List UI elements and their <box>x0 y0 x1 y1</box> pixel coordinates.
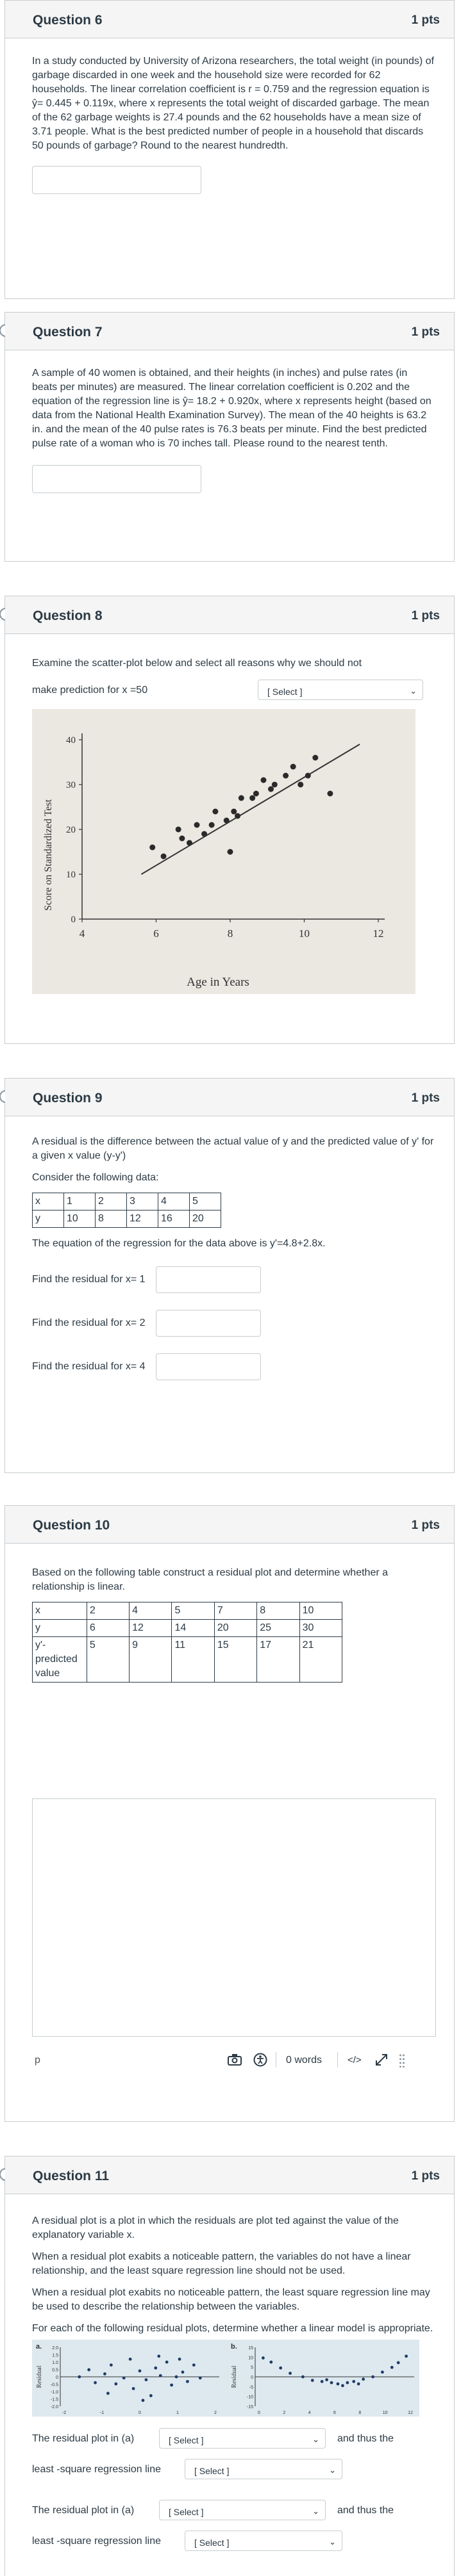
table-cell: 4 <box>130 1602 172 1620</box>
scatter-point <box>187 840 192 846</box>
table-cell: 6 <box>87 1620 129 1637</box>
question-text: make prediction for x =50 <box>32 685 148 696</box>
question-text: For each of the following residual plots, determine whether a linear model is appropriate. <box>32 2323 433 2334</box>
table-cell: 15 <box>214 1637 256 1683</box>
residual-plot-a-y-tick-label: -0.5 <box>50 2383 58 2388</box>
table-cell: 1 <box>64 1193 96 1211</box>
residual-plot-a-y-tick-label: -2.0 <box>50 2405 58 2409</box>
scatter-point <box>272 782 278 788</box>
residual-plot-a-point <box>199 2376 202 2379</box>
scatter-point <box>201 831 207 837</box>
residual-plot-a-y-tick-label: -1.0 <box>50 2390 58 2395</box>
scatter-point <box>290 764 296 770</box>
table-row <box>33 1193 221 1211</box>
table-cell: 5 <box>172 1602 214 1620</box>
residual-plot-b-point <box>289 2372 292 2375</box>
residual-plot-b-label: b. <box>231 2343 237 2351</box>
sentence-text: The residual plot in (a) <box>32 2505 135 2516</box>
sentence-text: least -square regression line <box>32 2464 161 2475</box>
question-text: A residual plot is a plot in which the residuals are plot ted against the value of the explanatory variable x. <box>32 2215 399 2240</box>
question-points: 1 pts <box>411 2169 440 2183</box>
select-label: [ Select ] <box>194 2466 230 2476</box>
scatter-point <box>327 791 333 797</box>
plot-a-pattern-select[interactable] <box>159 2428 326 2449</box>
residual-plot-b-y-tick-label: 5 <box>251 2365 253 2370</box>
question-6 <box>4 0 455 299</box>
residual-plot-b-x-tick-label: 8 <box>358 2411 362 2415</box>
question-header <box>5 1 454 38</box>
y-tick-label: 10 <box>66 870 76 880</box>
residual-plot-b-point <box>390 2366 394 2369</box>
question-body <box>32 656 435 994</box>
residual-plot-b-point <box>301 2376 305 2379</box>
residual-plot-b-x-tick-label: 12 <box>408 2411 413 2415</box>
residual-plot-b-point <box>371 2376 374 2379</box>
table-cell: 10 <box>64 1211 96 1228</box>
residual-plot-a-point <box>87 2368 90 2372</box>
residual-plot-b-point <box>381 2370 384 2374</box>
x-tick-label: 8 <box>227 927 233 940</box>
residual-plot-b-y-tick-label: -15 <box>246 2405 253 2409</box>
table-cell: 5 <box>190 1193 221 1211</box>
scatter-point <box>253 791 259 797</box>
scatter-point <box>212 809 218 815</box>
residual-plot-b-point <box>311 2379 314 2382</box>
residual-plot-a-y-tick-label: -1.5 <box>50 2397 58 2402</box>
table-cell: 11 <box>172 1637 214 1683</box>
question-title: Question 7 <box>33 325 103 339</box>
question-text: A residual is the difference between the actual value of y and the predicted value of y' for a given x value (y-y') <box>32 1136 434 1161</box>
scatter-point <box>149 845 155 851</box>
question-text: In a study conducted by University of Arizona researchers, the total weight (in pounds) of garbage discarded in one week and the household size were recorded for 62 households. The linear correlation coefficient is r = 0.759 and the regression equation is ŷ= 0.445 + 0.119x, where x represents the total weight of discarded garbage. The mean of the 62 garbage weights is 27.4 pounds and the 62 households have a mean size of 3.71 people. What is the best predicted number of people in a household that discards 50 pounds of garbage? Round to the nearest hundredth. <box>32 56 434 151</box>
residual-plot-a-y-tick-label: 2.0 <box>52 2346 58 2351</box>
chevron-down-icon: ⌄ <box>329 2465 336 2475</box>
question-7 <box>4 312 455 562</box>
select-label: [ Select ] <box>169 2435 204 2445</box>
question-body <box>32 54 435 194</box>
residual-plot-a-point <box>165 2361 169 2364</box>
residual-input-x1[interactable] <box>156 1266 261 1293</box>
y-tick-label: 40 <box>66 735 76 746</box>
table-cell: 2 <box>87 1602 129 1620</box>
table-row <box>33 1637 342 1683</box>
word-count: 0 words <box>286 2055 323 2066</box>
residual-plot-b-ylabel: Residual <box>231 2365 238 2388</box>
select-label: [ Select ] <box>267 687 303 697</box>
x-tick-label: 6 <box>153 927 159 940</box>
x-tick-label: 12 <box>373 927 384 940</box>
residual-plot-a-point <box>157 2354 160 2358</box>
table-cell: 8 <box>96 1211 127 1228</box>
residual-input-x4[interactable] <box>156 1353 261 1380</box>
scatter-point <box>268 787 274 792</box>
residual-plot-b-point <box>357 2383 360 2386</box>
scatter-point <box>235 813 240 819</box>
question-title: Question 10 <box>33 1518 110 1533</box>
residual-plot-b-point <box>330 2381 333 2384</box>
question-10 <box>4 1505 455 2122</box>
table-cell: x <box>33 1193 64 1211</box>
data-table <box>32 1602 342 1683</box>
residual-plot-b-point <box>362 2377 365 2381</box>
scatter-point <box>298 782 303 788</box>
regression-line <box>141 744 360 874</box>
scatter-xlabel: Age in Years <box>187 975 249 989</box>
residual-plot-a-x-tick-label: -1 <box>99 2411 105 2415</box>
scatter-point <box>161 854 167 860</box>
scatter-plot <box>32 709 415 994</box>
plot-b-pattern-select[interactable] <box>159 2500 326 2520</box>
residual-plot-a-point <box>129 2358 132 2361</box>
residual-plot-b-x-tick-label: 2 <box>283 2411 286 2415</box>
reason-select[interactable] <box>258 680 423 700</box>
question-body <box>32 2214 435 2556</box>
question-header <box>5 596 454 634</box>
residual-label: Find the residual for x= 1 <box>32 1274 146 1285</box>
question-title: Question 6 <box>33 13 103 28</box>
question-text: Examine the scatter-plot below and select all reasons why we should not <box>32 658 362 669</box>
rich-text-editor[interactable] <box>32 1798 436 2037</box>
question-body <box>32 366 435 493</box>
residual-plot-a-point <box>94 2381 97 2384</box>
question-header <box>5 313 454 350</box>
residual-plot-b-point <box>341 2384 344 2387</box>
question-header <box>5 1079 454 1116</box>
html-editor-toggle[interactable]: </> <box>348 2055 362 2066</box>
table-cell: 4 <box>158 1193 190 1211</box>
residual-plot-a-point <box>122 2376 126 2379</box>
question-11 <box>4 2156 455 2576</box>
table-cell: 8 <box>257 1602 299 1620</box>
sentence-text: and thus the <box>337 2433 394 2444</box>
scatter-point <box>239 795 244 801</box>
residual-plot-a-point <box>181 2370 185 2374</box>
table-cell: y <box>33 1211 64 1228</box>
residual-plot-a-x-tick-label: 1 <box>176 2411 179 2415</box>
residual-plot-b-point <box>352 2380 355 2383</box>
scatter-point <box>176 827 181 833</box>
table-cell: 12 <box>130 1620 172 1637</box>
residual-plot-a-x-tick-label: 2 <box>214 2411 217 2415</box>
residual-plot-b-point <box>325 2378 328 2381</box>
table-cell: 25 <box>257 1620 299 1637</box>
chevron-down-icon: ⌄ <box>410 686 417 696</box>
question-points: 1 pts <box>411 13 440 27</box>
sentence-text: and thus the <box>337 2505 394 2516</box>
divider <box>337 2052 338 2067</box>
residual-plot-b-y-tick-label: -10 <box>246 2395 253 2400</box>
question-points: 1 pts <box>411 1091 440 1105</box>
question-text: When a residual plot exabits no noticeable pattern, the least square regression line may be used to describe the relationship between the variables. <box>32 2287 430 2312</box>
residual-plot-b-x-tick-label: 6 <box>333 2411 336 2415</box>
table-cell: y'-predicted value <box>33 1637 87 1683</box>
question-points: 1 pts <box>411 325 440 339</box>
question-text: Consider the following data: <box>32 1172 159 1183</box>
scatter-point <box>224 818 230 824</box>
question-body <box>32 1135 435 1380</box>
x-tick-label: 4 <box>79 927 85 940</box>
plot-a-regression-select[interactable] <box>185 2459 342 2479</box>
table-cell: 17 <box>257 1637 299 1683</box>
table-cell: 20 <box>214 1620 256 1637</box>
table-cell: 12 <box>127 1211 158 1228</box>
residual-plot-a-x-tick-label: 0 <box>138 2411 141 2415</box>
residual-plot-b-y-tick-label: 0 <box>251 2376 253 2380</box>
residual-plot-b-point <box>269 2361 272 2364</box>
question-text: The equation of the regression for the data above is y'=4.8+2.8x. <box>32 1238 326 1249</box>
table-cell: 10 <box>299 1602 342 1620</box>
question-8 <box>4 596 455 1044</box>
residual-label: Find the residual for x= 2 <box>32 1317 146 1329</box>
scatter-point <box>283 773 289 779</box>
residual-plot-b-point <box>262 2356 265 2360</box>
residual-input-x2[interactable] <box>156 1310 261 1337</box>
question-text: Based on the following table construct a residual plot and determine whether a relationship is linear. <box>32 1567 389 1592</box>
editor-statusbar <box>32 2047 435 2074</box>
question-body <box>32 1566 435 1683</box>
table-cell: 20 <box>190 1211 221 1228</box>
media-icon[interactable] <box>227 2053 242 2069</box>
table-row <box>33 1211 221 1228</box>
table-cell: x <box>33 1602 87 1620</box>
table-row <box>33 1602 342 1620</box>
question-points: 1 pts <box>411 609 440 623</box>
residual-plot-a-y-tick-label: 1.5 <box>52 2353 58 2358</box>
data-table <box>32 1193 221 1228</box>
residual-plot-a-point <box>114 2383 117 2386</box>
scatter-point <box>231 809 237 815</box>
question-header <box>5 1506 454 1544</box>
question-header <box>5 2156 454 2194</box>
scatter-point <box>312 755 318 761</box>
scatter-point <box>194 822 200 828</box>
scatter-point <box>228 849 233 855</box>
table-row <box>33 1620 342 1637</box>
residual-label: Find the residual for x= 4 <box>32 1361 146 1373</box>
question-points: 1 pts <box>411 1519 440 1532</box>
sentence-text: The residual plot in (a) <box>32 2433 135 2444</box>
table-cell: 3 <box>127 1193 158 1211</box>
residual-plot-b-point <box>321 2380 324 2383</box>
table-cell: 16 <box>158 1211 190 1228</box>
y-tick-label: 30 <box>66 780 76 790</box>
x-tick-label: 10 <box>299 927 310 940</box>
residual-plot-a-y-tick-label: 0.5 <box>52 2368 58 2373</box>
residual-plot-a-point <box>175 2376 178 2379</box>
fullscreen-icon[interactable] <box>374 2052 389 2071</box>
residual-plot-a-point <box>110 2363 113 2367</box>
table-cell: 2 <box>96 1193 127 1211</box>
residual-plot-a-point <box>170 2383 173 2386</box>
scatter-point <box>305 773 311 779</box>
residual-plot-b-point <box>346 2381 349 2384</box>
residual-plot-a-point <box>192 2363 196 2367</box>
residual-plot-a-point <box>154 2367 157 2370</box>
residual-plot-a-point <box>186 2380 189 2383</box>
sentence-text: least -square regression line <box>32 2536 161 2547</box>
plot-b-regression-select[interactable] <box>185 2531 342 2551</box>
residual-plot-b-point <box>279 2367 282 2370</box>
residual-plot-a-point <box>145 2378 148 2381</box>
table-cell: 21 <box>299 1637 342 1683</box>
table-cell: 30 <box>299 1620 342 1637</box>
select-label: [ Select ] <box>169 2507 204 2517</box>
chevron-down-icon: ⌄ <box>312 2506 319 2516</box>
residual-plot-a-point <box>142 2399 145 2402</box>
chevron-down-icon: ⌄ <box>312 2434 319 2444</box>
residual-plot-b-x-tick-label: 10 <box>382 2411 388 2415</box>
residual-plot-a-y-tick-label: 0 <box>56 2376 58 2380</box>
residual-plot-b-y-tick-label: 10 <box>248 2356 253 2361</box>
scatter-ylabel: Score on Standardized Test <box>43 799 54 911</box>
table-cell: y <box>33 1620 87 1637</box>
residual-plot-b-point <box>397 2361 400 2365</box>
path-indicator: p <box>35 2055 40 2066</box>
answer-input[interactable] <box>32 166 201 194</box>
accessibility-icon[interactable] <box>253 2053 267 2070</box>
table-cell: 9 <box>130 1637 172 1683</box>
residual-plot-a-point <box>149 2394 153 2397</box>
table-cell: 14 <box>172 1620 214 1637</box>
question-text: When a residual plot exabits a noticeable pattern, the variables do not have a linear relationship, and the least square regression line should not be used. <box>32 2251 411 2276</box>
residual-plot-a-label: a. <box>36 2343 42 2351</box>
residual-plot-b-x-tick-label: 0 <box>258 2411 260 2415</box>
table-cell: 7 <box>214 1602 256 1620</box>
residual-plot-b-y-tick-label: 15 <box>248 2346 253 2351</box>
question-9 <box>4 1078 455 1473</box>
residual-plots-image <box>32 2340 419 2417</box>
table-cell: 5 <box>87 1637 129 1683</box>
answer-input[interactable] <box>32 465 201 493</box>
scatter-point <box>209 822 215 828</box>
residual-plot-a-point <box>138 2369 142 2372</box>
drag-handle-icon[interactable] <box>399 2053 405 2071</box>
select-label: [ Select ] <box>194 2538 230 2548</box>
y-tick-label: 0 <box>71 915 76 925</box>
scatter-point <box>179 836 185 842</box>
residual-plot-b-point <box>405 2354 408 2358</box>
question-title: Question 9 <box>33 1091 103 1105</box>
scatter-point <box>260 778 266 783</box>
residual-plot-a-point <box>106 2392 110 2395</box>
residual-plot-a-point <box>78 2376 81 2379</box>
residual-plot-a-point <box>178 2358 181 2361</box>
residual-plot-a-point <box>103 2372 106 2376</box>
scatter-point <box>249 795 255 801</box>
residual-plot-a-y-tick-label: 1.0 <box>52 2361 58 2365</box>
residual-plot-a-x-tick-label: -2 <box>62 2411 67 2415</box>
residual-plot-a-point <box>132 2387 135 2390</box>
y-tick-label: 20 <box>66 825 76 835</box>
residual-plot-a-point <box>159 2374 162 2377</box>
question-text: A sample of 40 women is obtained, and their heights (in inches) and pulse rates (in beats per minutes) are measured. The linear correlation coefficient is 0.202 and the equation of the regression line is ŷ= 18.2 + 0.920x, where x represents height (based on data from the National Health Examination Survey). The mean of the 40 heights is 63.2 in. and the mean of the 40 pulse rates is 76.3 beats per minute. Find the best predicted pulse rate of a woman who is 70 inches tall. Please round to the nearest tenth. <box>32 368 432 449</box>
chevron-down-icon: ⌄ <box>329 2537 336 2547</box>
residual-plot-b-point <box>337 2383 340 2386</box>
question-title: Question 8 <box>33 608 103 623</box>
residual-plot-a-ylabel: Residual <box>36 2365 43 2388</box>
residual-plot-b-y-tick-label: -5 <box>249 2385 253 2390</box>
residual-plot-b-x-tick-label: 4 <box>308 2411 311 2415</box>
question-title: Question 11 <box>33 2169 110 2183</box>
